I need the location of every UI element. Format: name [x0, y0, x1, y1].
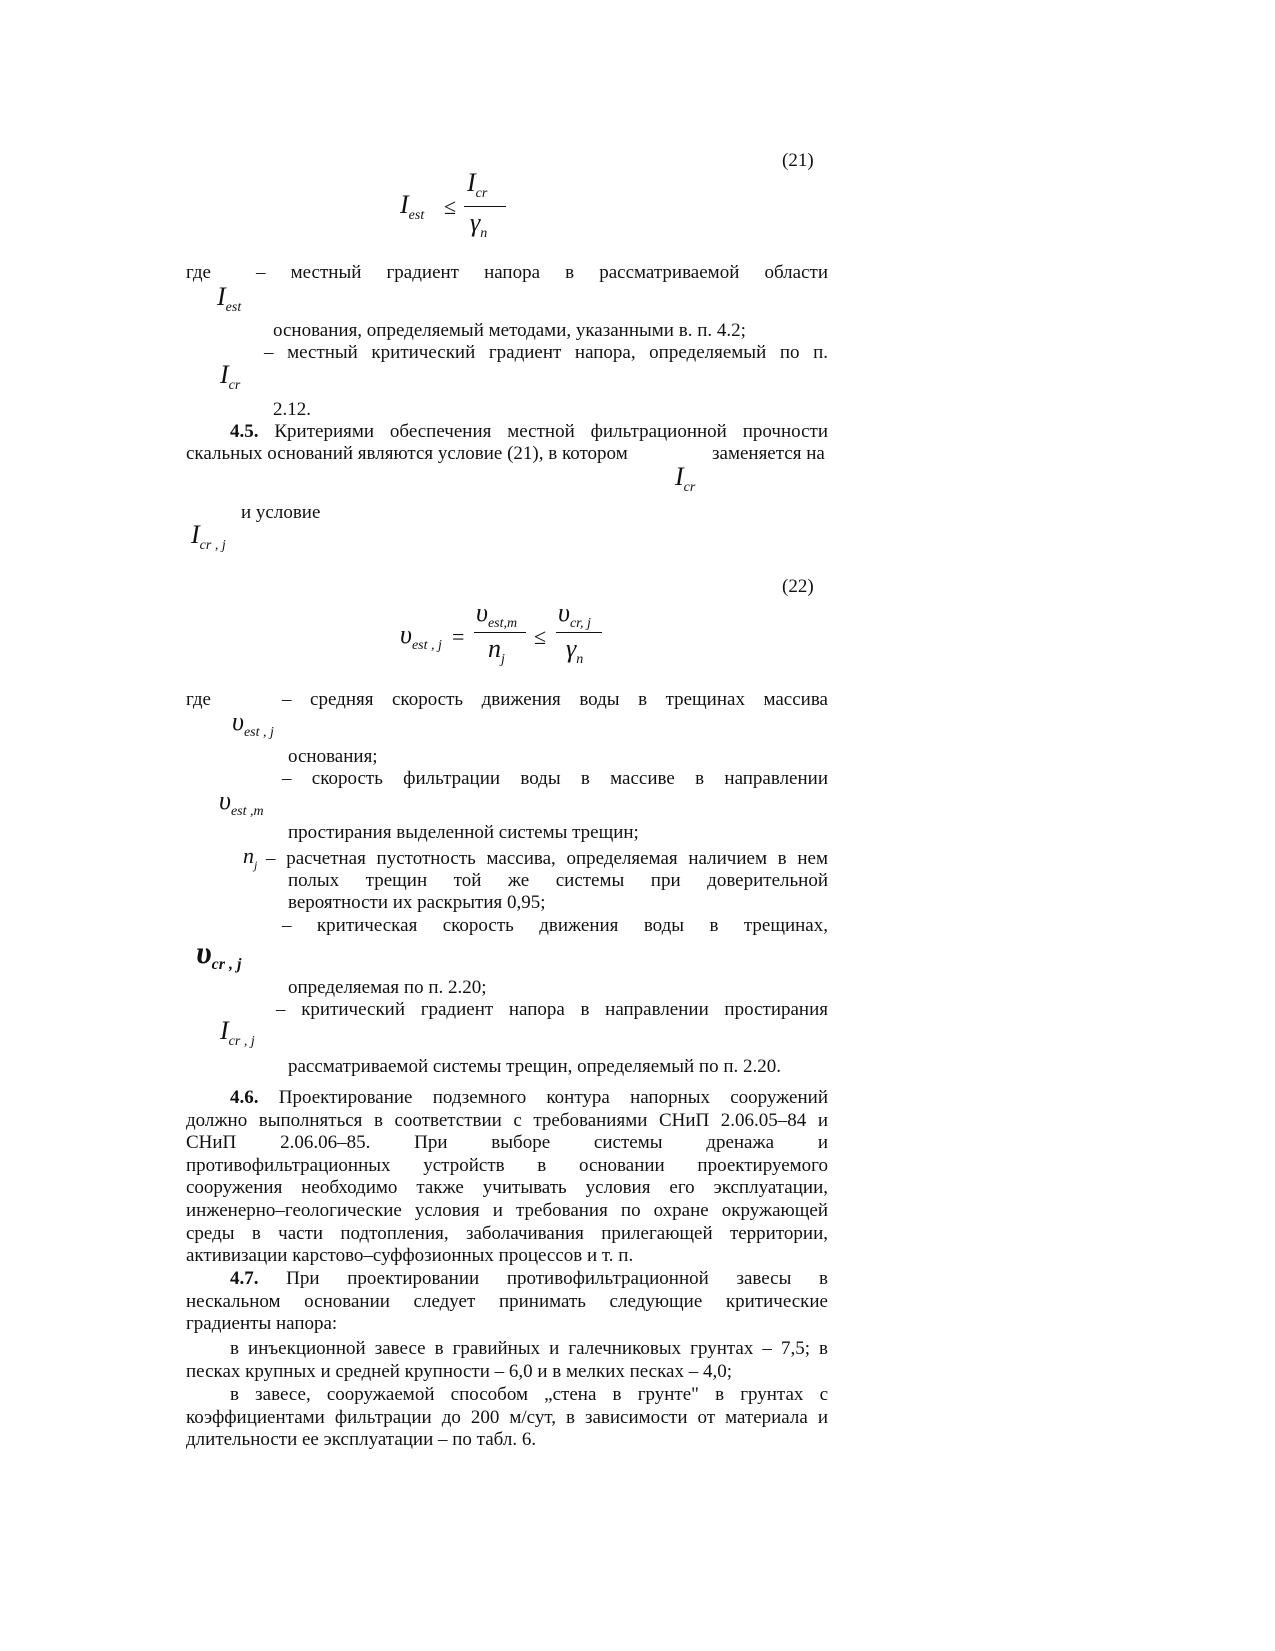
paragraph-slurry-wall	[186, 1384, 828, 1452]
vestj-lhs: υest , j	[400, 620, 442, 653]
iest-symbol: Iest	[400, 190, 425, 223]
p46-line1	[186, 1087, 828, 1110]
p45-line1	[230, 421, 828, 443]
paragraph-4-6	[186, 1087, 828, 1268]
fraction-bar-2	[556, 632, 602, 633]
equation-21	[400, 168, 510, 248]
fraction-bar-1	[474, 632, 526, 633]
vcrj-def-line2: определяемая по п. 2.20;	[288, 977, 487, 998]
p47-line2: нескальном основании следует принимать следующие критические	[186, 1290, 828, 1312]
vcrj-symbol-def: υcr , j	[196, 934, 242, 973]
p45-icrj-symbol: Icr , j	[191, 520, 226, 553]
injection-line1: в инъекционной завесе в гравийных и галечниковых грунтах – 7,5; в	[230, 1338, 828, 1359]
p45-icr-symbol: Icr	[675, 462, 696, 495]
p47-number: 4.7.	[230, 1268, 259, 1289]
icrj-def-line2: рассматриваемой системы трещин, определяемый по п. 2.20.	[288, 1056, 782, 1077]
iest-definition-line2: основания, определяемый методами, указанными в. п. 4.2;	[273, 320, 746, 341]
vestj-def-line2: основания;	[288, 746, 378, 767]
icrj-def-line1: – критический градиент напора в направлении простирания	[276, 999, 828, 1020]
p45-number: 4.5.	[230, 421, 259, 442]
slurry-line3: длительности ее эксплуатации – по табл. 6.	[186, 1429, 537, 1451]
paragraph-4-7	[186, 1268, 828, 1336]
equation-number-21: (21)	[782, 150, 814, 171]
p47-line1	[186, 1268, 828, 1291]
p46-number: 4.6.	[230, 1087, 259, 1108]
vestj-symbol-def: υest , j	[232, 707, 274, 740]
nj-def-line3: вероятности их раскрытия 0,95;	[288, 892, 546, 913]
p45-text1: Критериями обеспечения местной фильтрационной прочности	[274, 421, 828, 442]
paragraph-injection	[186, 1338, 828, 1383]
p47-text1: При проектировании противофильтрационной завесы в	[286, 1268, 828, 1289]
p46-line5: сооружения необходимо также учитывать условия его эксплуатации,	[186, 1177, 828, 1199]
vestm-def-line2: простирания выделенной системы трещин;	[288, 822, 639, 843]
where-label: где	[186, 262, 211, 283]
icr-numerator: Icr	[467, 168, 488, 201]
vestm-numerator: υest,m	[476, 598, 518, 631]
slurry-line1: в завесе, сооружаемой способом „стена в грунте" в грунтах с	[230, 1384, 828, 1405]
iest-definition-line1: – местный градиент напора в рассматриваемой области	[256, 262, 828, 283]
gamma-n-denominator: γn	[566, 634, 584, 667]
p47-line3: градиенты напора:	[186, 1313, 338, 1335]
equals-sign: =	[452, 624, 465, 649]
equation-22	[400, 598, 610, 678]
p46-line6: инженерно–геологические условия и требования по охране окружающей	[186, 1199, 828, 1221]
icrj-symbol-def: Icr , j	[220, 1016, 255, 1049]
p45-line2b: заменяется на	[712, 443, 825, 464]
where-label-22: где	[186, 689, 211, 710]
nj-def-line1: – расчетная пустотность массива, определяемая наличием в нем	[266, 848, 828, 869]
nj-denominator: nj	[488, 634, 505, 667]
p45-line3: и условие	[241, 502, 321, 523]
vcrj-numerator: υcr, j	[558, 598, 591, 631]
iest-symbol-def: Iest	[217, 282, 242, 315]
vestj-def-line1: – средняя скорость движения воды в трещинах массива	[282, 689, 828, 710]
nj-symbol-def: $n_j$	[243, 843, 258, 872]
p46-line2: должно выполняться в соответствии с требованиями СНиП 2.06.05–84 и	[186, 1109, 828, 1131]
leq-sign-22: ≤	[534, 624, 547, 649]
vestm-def-line1: – скорость фильтрации воды в массиве в направлении	[282, 768, 828, 789]
p46-line4: противофильтрационных устройств в основании проектируемого	[186, 1154, 828, 1176]
gamma-denominator: γn	[470, 208, 488, 241]
icr-definition-line2: 2.12.	[273, 399, 311, 420]
p45-line2a: скальных оснований являются условие (21), в котором	[186, 443, 628, 464]
slurry-line2: коэффициентами фильтрации до 200 м/сут, в зависимости от материала и	[186, 1406, 828, 1428]
p46-line8: активизации карстово–суффозионных процессов и т. п.	[186, 1245, 634, 1267]
equation-number-22: (22)	[782, 576, 814, 597]
p46-line3: СНиП 2.06.06–85. При выборе системы дренажа и	[186, 1132, 828, 1154]
injection-line2: песках крупных и средней крупности – 6,0 и в мелких песках – 4,0;	[186, 1360, 733, 1382]
vcrj-def-line1: – критическая скорость движения воды в трещинах,	[282, 915, 828, 936]
nj-def-line2: полых трещин той же системы при доверительной	[288, 870, 828, 891]
leq-sign: ≤	[444, 194, 457, 219]
fraction-bar	[464, 206, 506, 207]
p46-line7: среды в части подтопления, заболачивания прилегающей территории,	[186, 1222, 828, 1244]
icr-definition-line1: – местный критический градиент напора, определяемый по п.	[264, 342, 828, 363]
vestm-symbol-def: υest ,m	[219, 786, 264, 819]
p46-text1: Проектирование подземного контура напорных сооружений	[278, 1087, 828, 1108]
icr-symbol-def: Icr	[220, 360, 241, 393]
